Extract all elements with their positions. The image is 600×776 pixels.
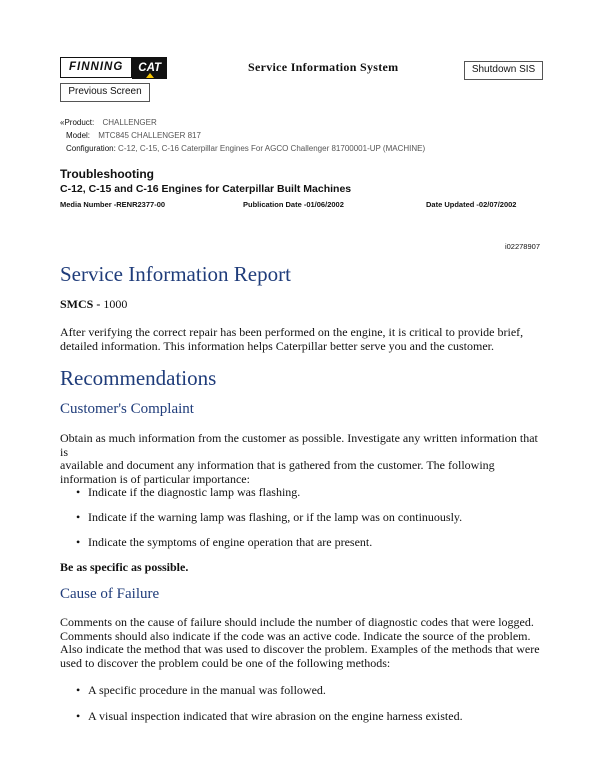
finning-logo-text: FINNING: [60, 57, 132, 78]
document-subtitle: C-12, C-15 and C-16 Engines for Caterpillar Built Machines: [60, 183, 352, 195]
recommendations-heading: Recommendations: [60, 366, 217, 390]
list-item-text: A visual inspection indicated that wire abrasion on the engine harness existed.: [88, 709, 463, 723]
list-item: [76, 485, 300, 500]
failure-line: Comments should also indicate if the code was an active code. Indicate the source of the problem.: [60, 628, 531, 643]
configuration-label: Configuration:: [66, 144, 116, 153]
list-item: [76, 510, 462, 525]
bullet-icon: •: [76, 510, 81, 524]
smcs-label: SMCS -: [60, 297, 101, 311]
bullet-icon: •: [76, 535, 81, 549]
list-item: [76, 535, 372, 550]
smcs-line: [60, 298, 545, 312]
product-label: Product:: [64, 118, 95, 127]
list-item-text: Indicate if the diagnostic lamp was flashing.: [88, 485, 301, 499]
list-item-text: Indicate if the warning lamp was flashing, or if the lamp was on continuously.: [88, 510, 463, 524]
cat-logo-text: CAT: [138, 62, 162, 74]
list-item: [76, 683, 326, 698]
complaint-line: available and document any information that is gathered from the customer. The following: [60, 458, 495, 472]
failure-line: Comments on the cause of failure should include the number of diagnostic codes that were logged.: [60, 615, 534, 629]
failure-line: Also indicate the method that was used to discover the problem. Examples of the methods that were: [60, 642, 540, 656]
failure-paragraph: [60, 616, 545, 670]
intro-line: detailed information. This information helps Caterpillar better serve you and the customer.: [60, 338, 494, 353]
list-item: [76, 709, 463, 724]
media-number: Media Number -RENR2377-00: [60, 200, 166, 209]
report-heading: Service Information Report: [60, 262, 291, 286]
configuration-row: [66, 144, 425, 153]
smcs-value: 1000: [103, 297, 128, 311]
product-arrow-icon[interactable]: «: [60, 118, 65, 127]
intro-line: After verifying the correct repair has been performed on the engine, it is critical to provide brief,: [60, 325, 524, 339]
list-item-text: A specific procedure in the manual was followed.: [88, 683, 326, 697]
publication-date: Publication Date -01/06/2002: [243, 200, 344, 209]
intro-paragraph: [60, 326, 545, 353]
complaint-line: Obtain as much information from the customer as possible. Investigate any written information that is: [60, 431, 538, 459]
cause-of-failure-heading: Cause of Failure: [60, 586, 160, 602]
finning-cat-logo: [60, 57, 167, 79]
bullet-icon: •: [76, 709, 81, 723]
model-label: Model:: [66, 131, 91, 140]
model-value: MTC845 CHALLENGER 817: [98, 131, 201, 140]
document-title: Troubleshooting: [60, 167, 154, 181]
model-row: [66, 131, 201, 140]
system-title: Service Information System: [248, 60, 399, 74]
bullet-icon: •: [76, 683, 81, 697]
product-value[interactable]: CHALLENGER: [102, 118, 157, 127]
bullet-icon: •: [76, 485, 81, 499]
list-item-text: Indicate the symptoms of engine operation that are present.: [88, 535, 373, 549]
product-row: [60, 118, 157, 127]
complaint-line: information is of particular importance:: [60, 471, 250, 486]
failure-line: used to discover the problem could be one of the following methods:: [60, 655, 391, 670]
cat-logo: [132, 57, 167, 79]
configuration-value: C-12, C-15, C-16 Caterpillar Engines For AGCO Challenger 81700001-UP (MACHINE): [118, 144, 426, 153]
complaint-paragraph: [60, 432, 545, 486]
be-specific-note: Be as specific as possible.: [60, 560, 189, 574]
date-updated: Date Updated -02/07/2002: [426, 200, 517, 209]
cat-logo-triangle-icon: [146, 73, 154, 78]
previous-screen-button[interactable]: Previous Screen: [60, 83, 150, 102]
customer-complaint-heading: Customer's Complaint: [60, 401, 194, 417]
shutdown-sis-button[interactable]: Shutdown SIS: [464, 61, 543, 80]
document-id: i02278907: [504, 242, 540, 251]
